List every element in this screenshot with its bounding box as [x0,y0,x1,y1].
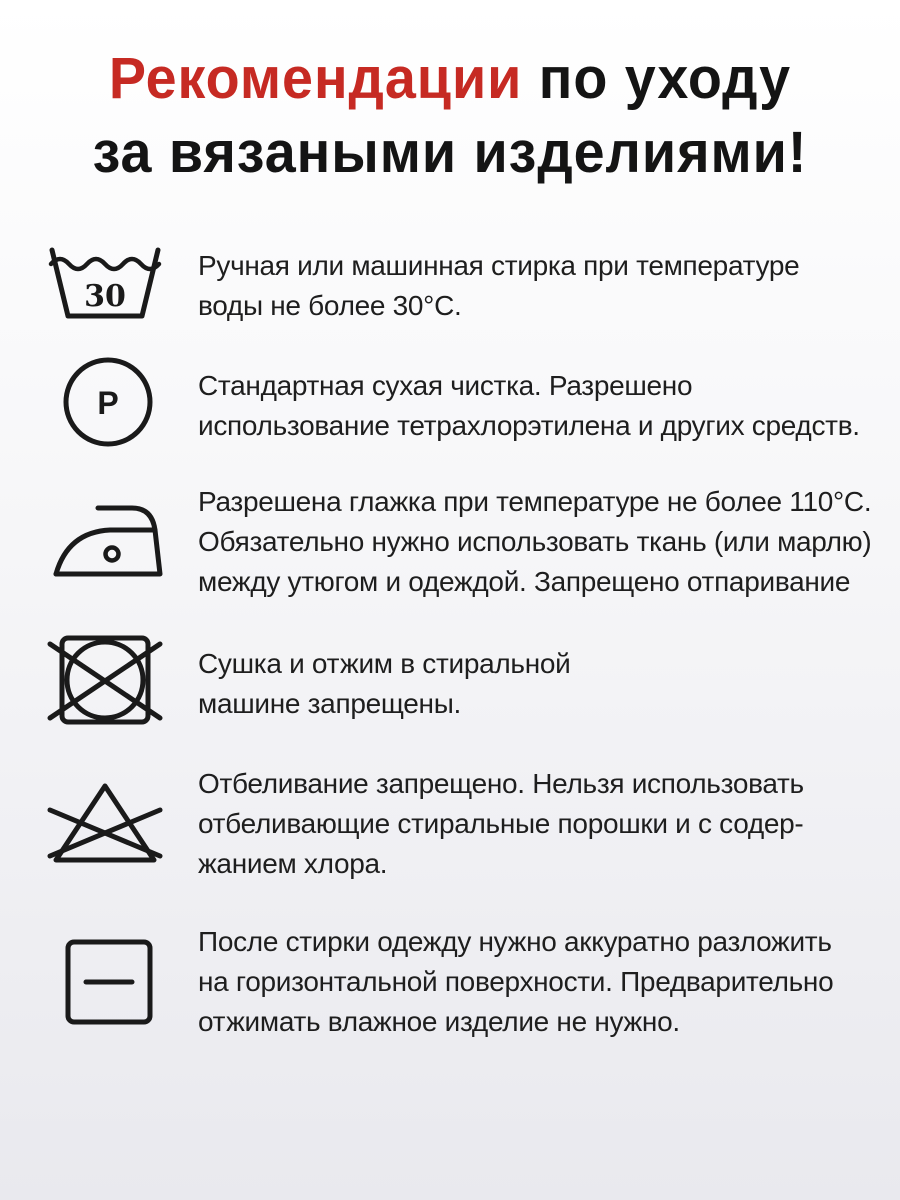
text-line: Отбеливание запрещено. Нельзя использовать [198,768,804,799]
text-line: Разрешена глажка при температуре не более 110°С. [198,486,872,517]
text-line: на горизонтальной поверхности. Предварительно [198,966,834,997]
dry-clean-letter: P [97,385,119,421]
text-line: отжимать влажное изделие не нужно. [198,1006,680,1037]
text-line: отбеливающие стиральные порошки и с содер- [198,808,804,839]
text-line: использование тетрахлорэтилена и других средств. [198,410,860,441]
wash-temp-label: 30 [84,279,126,314]
text-line: между утюгом и одеждой. Запрещено отпаривание [198,566,851,597]
dry-flat-icon [48,938,162,1048]
title-line-1-rest: по уходу [522,46,792,111]
page-title [18,42,882,190]
title-line-2: за вязаными изделиями! [92,120,808,185]
text-line: После стирки одежду нужно аккуратно разложить [198,926,832,957]
text-line: Обязательно нужно использовать ткань (или марлю) [198,526,872,557]
text-line: Стандартная сухая чистка. Разрешено [198,370,693,401]
care-text-iron [198,482,878,602]
care-text-wash [198,246,878,326]
text-line: Сушка и отжим в стиральной [198,648,571,679]
text-line: машине запрещены. [198,688,462,719]
care-text-dry-clean [198,366,878,446]
title-accent: Рекомендации [108,46,523,111]
care-text-dry-flat [198,922,878,1042]
title-line-1 [18,42,882,116]
wash-30-icon [48,244,162,354]
no-tumble-dry-icon [48,634,162,744]
dry-clean-p-icon [48,358,162,468]
iron-one-dot-icon [48,492,162,602]
no-bleach-icon [48,782,162,892]
text-line: жанием хлора. [198,848,388,879]
care-text-no-bleach [198,764,878,884]
care-text-no-tumble-dry [198,644,878,724]
text-line: Ручная или машинная стирка при температуре [198,250,800,281]
text-line: воды не более 30°С. [198,290,462,321]
